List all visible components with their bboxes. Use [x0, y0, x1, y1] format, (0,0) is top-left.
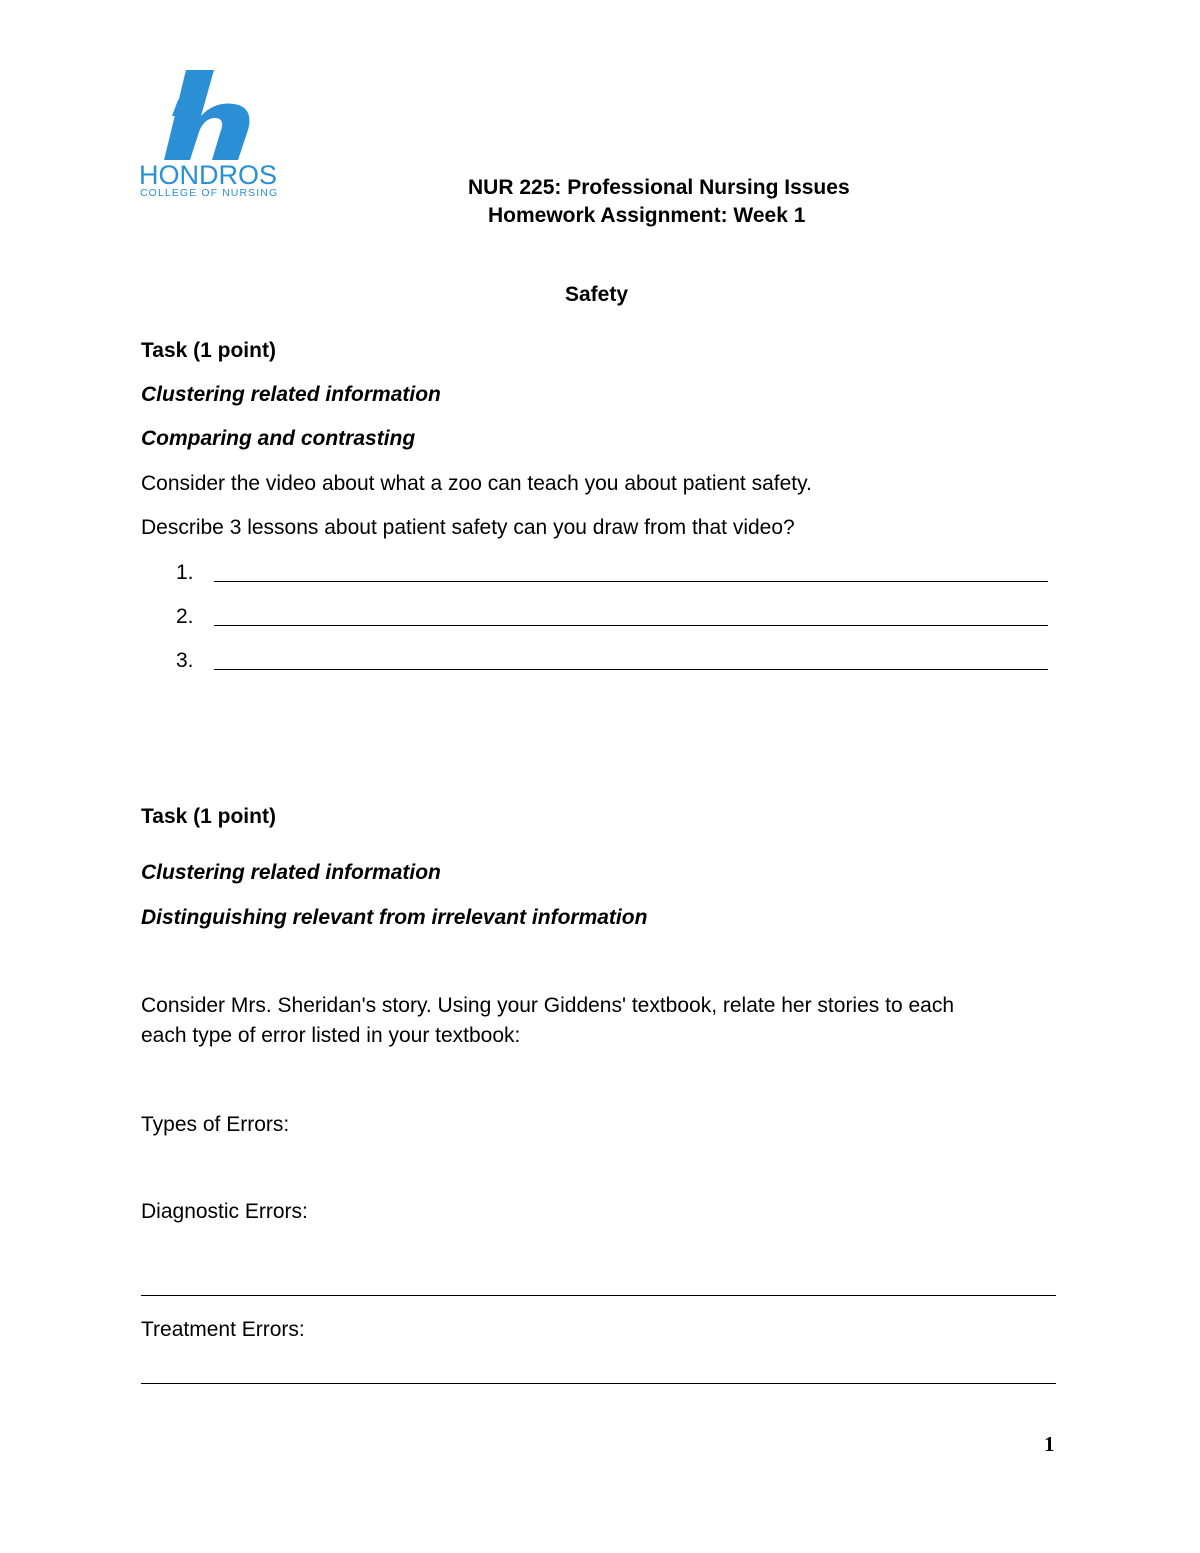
task1-heading: Task (1 point): [141, 339, 276, 362]
answer-item-number: 2.: [176, 605, 194, 628]
diagnostic-errors-label: Diagnostic Errors:: [141, 1200, 308, 1223]
answer-line-1[interactable]: [214, 581, 1048, 582]
task1-prompt: Consider the video about what a zoo can teach you about patient safety.: [141, 472, 812, 495]
course-title: NUR 225: Professional Nursing Issues: [468, 176, 850, 199]
diagnostic-errors-answer-line[interactable]: [141, 1295, 1056, 1296]
logo-name: HONDROS: [139, 160, 278, 190]
assignment-title: Homework Assignment: Week 1: [488, 204, 806, 227]
page-number: 1: [1044, 1432, 1055, 1456]
task2-heading: Task (1 point): [141, 805, 276, 828]
answer-line-3[interactable]: [214, 669, 1048, 670]
answer-line-2[interactable]: [214, 625, 1048, 626]
task2-prompt-line1: Consider Mrs. Sheridan's story. Using your Giddens' textbook, relate her stories to each: [141, 994, 955, 1017]
treatment-errors-label: Treatment Errors:: [141, 1318, 305, 1341]
treatment-errors-answer-line[interactable]: [141, 1383, 1056, 1384]
task1-question: Describe 3 lessons about patient safety can you draw from that video?: [141, 516, 795, 539]
logo-subtitle: COLLEGE OF NURSING: [140, 187, 279, 199]
task2-skill1: Clustering related information: [141, 861, 441, 884]
hondros-logo: [138, 68, 288, 200]
section-title: Safety: [565, 283, 629, 306]
answer-item-number: 1.: [176, 561, 194, 584]
types-of-errors-label: Types of Errors:: [141, 1113, 290, 1136]
task2-prompt-line2: each type of error listed in your textbook:: [141, 1024, 521, 1047]
answer-item-number: 3.: [176, 649, 194, 672]
task1-skill2: Comparing and contrasting: [141, 427, 416, 450]
task1-skill1: Clustering related information: [141, 383, 441, 406]
task2-skill2: Distinguishing relevant from irrelevant information: [141, 906, 648, 929]
